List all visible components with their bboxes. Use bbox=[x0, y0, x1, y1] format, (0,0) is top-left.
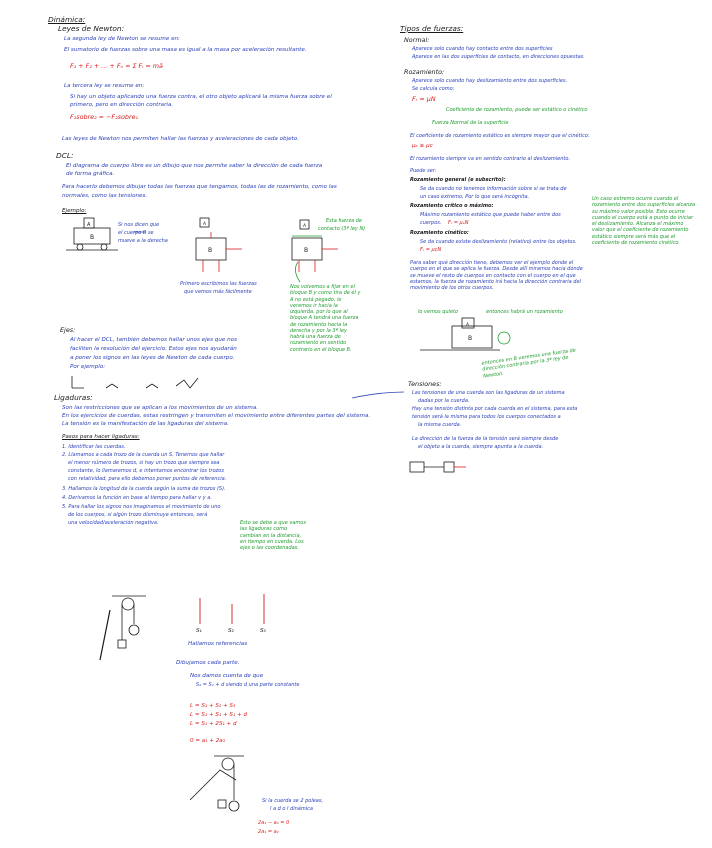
normal-explanation: Fuerza Normal de la superficie bbox=[432, 120, 509, 126]
ejes-line-3: a poner los signos en las leyes de Newton de cada cuerpo. bbox=[70, 355, 235, 361]
rozamiento-heading: Rozamiento: bbox=[404, 68, 445, 76]
tensiones-line-3: Hay una tensión distinta por cada cuerda en el sistema, para esta bbox=[412, 406, 578, 412]
roz-example-b: entonces habrá un rozamiento bbox=[486, 309, 563, 315]
pulley-system-1 bbox=[100, 596, 146, 660]
dcl-line-1: El diagrama de cuerpo libre es un dibujo que nos permite saber la dirección de cada fuerza bbox=[66, 163, 323, 169]
third-law-line-1: Si hay un objeto aplicando una fuerza contra, el otro objeto aplicará la misma fuerza sobre el bbox=[70, 94, 332, 100]
green-contact-2: contacto (3ª ley N) bbox=[318, 226, 366, 232]
sum-forces-equation: F₁ + F₂ + ... + Fₙ = Σ Fᵢ = mā bbox=[70, 62, 163, 70]
friction-example bbox=[420, 318, 510, 350]
steps-heading: Pasos para hacer ligaduras: bbox=[62, 434, 140, 440]
step-4: 4. Derivamos la función en base al tiempo para hallar v y a. bbox=[62, 495, 212, 501]
example-caption-1: Primero escribimos las fuerzas bbox=[180, 281, 257, 287]
sum-forces-text: El sumatorio de fuerzas sobre una masa es igual a la masa por aceleración resultante. bbox=[64, 47, 307, 53]
mu-inequality: μₑ ≥ μc bbox=[412, 143, 433, 149]
block-b-label: B bbox=[90, 234, 95, 241]
step-1: 1. Identificar las cuerdas. bbox=[62, 444, 126, 450]
tensiones-line-7: el objeto a la cuerda, siempre apunta a la cuerda. bbox=[418, 444, 544, 450]
tensiones-line-1: Las tensiones de una cuerda son las ligaduras de un sistema bbox=[412, 390, 565, 396]
normal-line-2: Aparece en las dos superficies de contacto, en direcciones opuestas. bbox=[412, 54, 585, 60]
step-2a: 2. Llamamos a cada trozo de la cuerda un S. Tenemos que hallar bbox=[62, 452, 225, 458]
block-b-label-2: B bbox=[208, 247, 213, 254]
step-2b: el menor número de trozos, si hay un trozo que siempre sea bbox=[68, 460, 220, 466]
block-a-label-2: A bbox=[203, 222, 207, 227]
ejes-line-2: faciliten la resolución del ejercicio. Estos ejes nos ayudarán bbox=[70, 346, 237, 352]
forces-title: Tipos de fuerzas: bbox=[400, 24, 464, 33]
equation-3: L = S₁ + 2S₁ + d bbox=[190, 721, 237, 727]
equation-2: L = S₁ + S₁ + S₁ + d bbox=[190, 712, 248, 718]
tensiones-line-4: tensión será la misma para todos los cuerpos conectados a bbox=[412, 414, 561, 420]
second-law-text: La segunda ley de Newton se resume en: bbox=[64, 36, 180, 42]
page-title: Dinámica: bbox=[48, 15, 86, 24]
green-extreme-note: Un caso extremo ocurre cuando el rozamiento entre dos superficies alcanza su máximo valor posible. Esto ocurre cuando el cuerpo está a punto de iniciar el deslizamiento. Alcanza el máximo valor que el coeficiente de rozamiento estático siempre será más que el coeficiente de rozamiento cinético. bbox=[592, 196, 696, 246]
equation-4: 0 = a₁ + 2a₃ bbox=[190, 738, 225, 744]
take-into-label: Nos damos cuenta de que bbox=[190, 673, 264, 679]
puede-ser: Puede ser: bbox=[410, 168, 437, 174]
axis-examples bbox=[72, 376, 198, 388]
rozamiento-equation: Fᵣ = μN bbox=[412, 95, 436, 103]
step-5a: 5. Para hallar los signos nos imaginamos el movimiento de uno bbox=[62, 504, 221, 510]
pulley-system-2 bbox=[190, 756, 244, 811]
roz-example-c: entonces en B veremos una fuerza de dirección contraria por la 3ª ley de Newton. bbox=[481, 347, 577, 380]
example-cart bbox=[66, 218, 146, 250]
cinetico-heading: Rozamiento cinético: bbox=[410, 230, 469, 236]
tension-example bbox=[410, 462, 466, 472]
block-a-label-4: A bbox=[466, 323, 470, 328]
s2-label: S₂ bbox=[228, 628, 234, 634]
dcl-heading: DCL: bbox=[56, 151, 74, 160]
example-note-3: mueve a la derecha bbox=[118, 238, 168, 244]
bottom-equation-1: 2a₁ − a₂ = 0 bbox=[258, 820, 290, 826]
draw-parts-label: Dibujamos cada parte. bbox=[176, 660, 240, 666]
normal-heading: Normal: bbox=[404, 36, 430, 44]
rozamiento-line-2: Se calcula como: bbox=[412, 86, 455, 92]
step-5c: una velocidad/aceleración negativa. bbox=[68, 520, 159, 526]
ligaduras-heading: Ligaduras: bbox=[54, 393, 93, 402]
critico-line-1: Máximo rozamiento estático que puede haber entre dos bbox=[420, 212, 561, 218]
block-b-label-4: B bbox=[468, 335, 473, 342]
newton-heading: Leyes de Newton: bbox=[58, 24, 125, 33]
example-caption-2: que vemos más fácilmente bbox=[184, 289, 252, 295]
cinetico-line-1: Se da cuando existe deslizamiento (relativo) entre los objetos. bbox=[420, 239, 577, 245]
example-label: Ejemplo: bbox=[62, 208, 87, 214]
cinetico-equation: Fᵣ = μcN bbox=[420, 247, 442, 253]
block-a-label-3: A bbox=[303, 224, 307, 229]
step-3: 3. Hallamos la longitud de la cuerda según la suma de trozos (S). bbox=[62, 486, 226, 492]
force-diagram-2 bbox=[292, 220, 338, 282]
opposite-text: El rozamiento siempre va en sentido contrario al deslizamiento. bbox=[410, 156, 570, 162]
equation-1: L = S₁ + S₂ + S₃ bbox=[190, 703, 236, 709]
s-equation-note: S₂ = S₁ + d siendo d una parte constante bbox=[196, 682, 300, 688]
step-2d: con relatividad, para ello debemos poner puntos de referencia. bbox=[68, 476, 227, 482]
green-contact-1: Esta fuerza de bbox=[326, 218, 362, 224]
ejes-line-4: Por ejemplo: bbox=[70, 364, 106, 370]
tensiones-line-6: La dirección de la fuerza de la tensión será siempre desde bbox=[412, 436, 559, 442]
roz-example-a: lo vemos quieto bbox=[418, 309, 459, 315]
step-5b: de los cuerpos, si algún trozo disminuye entonces, será bbox=[68, 512, 208, 518]
ejes-heading: Ejes: bbox=[60, 326, 76, 334]
s1-label: S₁ bbox=[196, 628, 202, 634]
step-2c: constante, lo llamaremos d, e intentamos encontrar los trozos bbox=[68, 468, 224, 474]
critico-equation: Fᵣ = μₑN bbox=[448, 220, 469, 226]
cross-arrow bbox=[352, 392, 404, 398]
bottom-note-1: Si la cuerda se 2 poleas, bbox=[262, 798, 324, 804]
dcl-line-2: de forma gráfica. bbox=[66, 171, 115, 177]
direction-note: Para saber qué dirección tiene, debemos ver el ejemplo donde el cuerpo en el que se aplica la fuerza. Desde allí miramos hacia dónde se mueve el resto de cuerpos en contacto con el cuerpo en el que estamos, la fuerza de rozamiento irá hacia la dirección contraria del movimiento de los otros cuerpos. bbox=[410, 260, 583, 291]
block-a-label: A bbox=[87, 222, 91, 228]
bottom-equation-2: 2a₁ = a₂ bbox=[258, 829, 279, 835]
third-law-text: La tercera ley se resume en: bbox=[64, 83, 145, 89]
tensiones-heading: Tensiones: bbox=[408, 380, 442, 388]
example-note-1: Si nos dicen que bbox=[118, 222, 160, 228]
green-steps-note: Esto se debe a que vamos las ligaduras como cambian en la distancia, en tiempo en cuerda. Los ejes o las coordenadas. bbox=[240, 520, 306, 551]
mu-explanation: Coeficiente de rozamiento, puede ser estático o cinético bbox=[446, 107, 588, 113]
tensiones-line-2: dadas por la cuerda. bbox=[418, 398, 470, 404]
ligaduras-line-1: Son las restricciones que se aplican a los movimientos de un sistema. bbox=[62, 405, 259, 411]
general-heading: Rozamiento general (e subscrito): bbox=[410, 177, 506, 183]
newton-note: Las leyes de Newton nos permiten hallar las fuerzas y aceleraciones de cada objeto. bbox=[62, 136, 299, 142]
bottom-note-2: l a d o l dinámica bbox=[270, 806, 313, 812]
dcl-line-4: normales, como las tensiones. bbox=[62, 193, 148, 199]
general-line-1: Se da cuando no tenemos información sobre si se trata de bbox=[420, 186, 567, 192]
tensiones-line-5: la misma cuerda. bbox=[418, 422, 462, 428]
critico-heading: Rozamiento crítico o máximo: bbox=[410, 203, 494, 209]
general-line-2: un caso extremo, Por lo que será incógnita. bbox=[420, 194, 530, 200]
critico-line-2: cuerpos. bbox=[420, 220, 442, 226]
ligaduras-line-3: La tensión es la manifestación de las ligaduras del sistema. bbox=[62, 421, 229, 427]
block-b-label-3: B bbox=[304, 247, 309, 254]
s3-label: S₃ bbox=[260, 628, 266, 634]
normal-line-1: Aparece solo cuando hay contacto entre dos superficies bbox=[412, 46, 553, 52]
segment-sketches bbox=[200, 594, 264, 624]
rozamiento-line-1: Aparece solo cuando hay deslizamiento entre dos superficies. bbox=[412, 78, 568, 84]
static-coef-text: El coeficiente de rozamiento estático es siempre mayor que el cinético: bbox=[410, 133, 590, 139]
references-label: Hallamos referencias bbox=[188, 641, 248, 647]
dcl-line-3: Para hacerlo debemos dibujar todas las fuerzas que tengamos, todas las de rozamiento, como las bbox=[62, 184, 337, 190]
example-note-2: el cuerpo B se bbox=[118, 230, 154, 236]
ejes-line-1: Al hacer el DCL, también debemos hallar unos ejes que nos bbox=[70, 337, 237, 343]
third-law-line-2: primero, pero en dirección contraria. bbox=[70, 102, 174, 108]
green-block-note: Nos volvemos a fijar en el bloque B y como tira de él y A no está pegado, le veremos ir hacia la izquierda, por lo que al bloque A tendrá una fuerza de rozamiento hacia la derecha y por la 3ª ley habrá una fuerza de rozamiento en sentido contrario en el bloque B. bbox=[290, 284, 361, 353]
third-law-equation: F₁sobre₂ = −F₂sobre₁ bbox=[70, 113, 139, 121]
ligaduras-line-2: En los ejercicios de cuerdas, estas restringen y transmiten el movimiento entre diferentes partes del sistema. bbox=[62, 413, 371, 419]
